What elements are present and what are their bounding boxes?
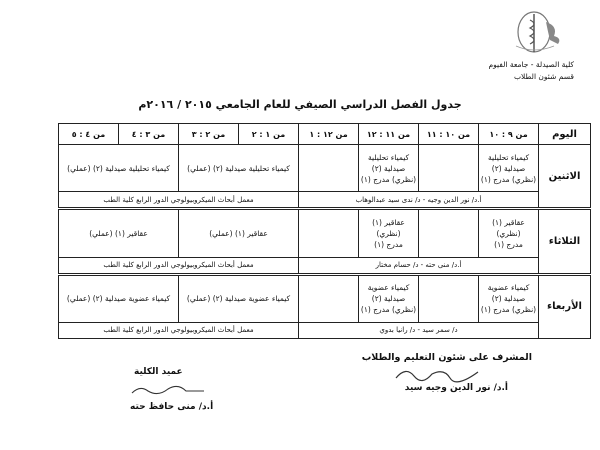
time-header: من ١ : ٢ <box>239 124 299 145</box>
lab-cell: كيمياء عضوية صيدلية (٢) (عملي) <box>179 274 299 322</box>
supervisor-name: أ.د/ نور الدين وجيه سيد <box>404 383 508 393</box>
empty-cell <box>299 274 359 322</box>
lecture-course: كيمياء تحليلية صيدلية (٢) <box>487 152 530 173</box>
department-name: قسم شئون الطلاب <box>513 72 574 81</box>
time-header: من ٢ : ٣ <box>179 124 239 145</box>
staff-cell: أ.د/ منى حته - د/ حسام مختار <box>299 257 539 274</box>
empty-cell <box>299 209 359 257</box>
lab-cell: كيمياء عضوية صيدلية (٢) (عملي) <box>59 274 179 322</box>
header-row <box>59 124 591 145</box>
lab-cell: عقاقير (١) (عملي) <box>59 209 179 257</box>
supervisor-signature <box>392 364 482 384</box>
empty-cell <box>299 145 359 192</box>
schedule-subrow-monday <box>59 192 591 209</box>
time-header: من ١٢ : ١ <box>299 124 359 145</box>
lab-cell: عقاقير (١) (عملي) <box>179 209 299 257</box>
dean-title: عميد الكلية <box>134 367 183 377</box>
lecture-cell <box>359 145 419 192</box>
faculty-logo <box>510 6 570 58</box>
dean-name: أ.د/ منى حافظ حته <box>130 402 214 412</box>
time-header: من ٤ : ٥ <box>59 124 119 145</box>
lab-room-cell: معمل أبحاث الميكروبيولوجي الدور الرابع كلية الطب <box>59 192 299 209</box>
time-header: من ٩ : ١٠ <box>479 124 539 145</box>
schedule-row-wednesday <box>59 274 591 322</box>
time-header: من ٣ : ٤ <box>119 124 179 145</box>
lecture-course: عقاقير (١) (نظري) <box>492 218 525 238</box>
schedule-row-monday <box>59 145 591 192</box>
lecture-room: مدرج (١) <box>374 240 403 249</box>
lab-cell: كيمياء تحليلية صيدلية (٢) (عملي) <box>59 145 179 192</box>
schedule-subrow-wednesday <box>59 322 591 338</box>
lecture-course: كيمياء تحليلية صيدلية (٢) <box>367 152 410 173</box>
lecture-cell <box>359 274 419 322</box>
empty-cell <box>419 145 479 192</box>
schedule-row-tuesday <box>59 209 591 257</box>
lab-room-cell: معمل أبحاث الميكروبيولوجي الدور الرابع كلية الطب <box>59 257 299 274</box>
lecture-cell <box>359 209 419 257</box>
lecture-course: عقاقير (١) (نظري) <box>372 218 405 238</box>
lecture-room: (نظري) مدرج (١) <box>480 305 537 315</box>
time-header: من ١٠ : ١١ <box>419 124 479 145</box>
day-monday: الاثنين <box>539 145 591 209</box>
day-header: اليوم <box>539 124 591 145</box>
staff-cell: أ.د/ نور الدين وجيه - د/ ندى سيد عبدالوهاب <box>299 192 539 209</box>
lecture-cell <box>479 145 539 192</box>
schedule-subrow-tuesday <box>59 257 591 274</box>
empty-cell <box>419 209 479 257</box>
lecture-cell <box>479 209 539 257</box>
lecture-room: (نظري) مدرج (١) <box>360 305 417 315</box>
schedule-title: جدول الفصل الدراسي الصيفي للعام الجامعي ٢٠١٥ / ٢٠١٦م <box>138 98 462 111</box>
schedule-table <box>58 123 591 339</box>
lecture-room: (نظري) مدرج (١) <box>480 174 537 184</box>
supervisor-title: المشرف على شئون التعليم والطلاب <box>361 352 532 363</box>
lab-room-cell: معمل أبحاث الميكروبيولوجي الدور الرابع كلية الطب <box>59 322 299 338</box>
day-wednesday: الأربعاء <box>539 274 591 338</box>
empty-cell <box>419 274 479 322</box>
lecture-room: (نظري) مدرج (١) <box>360 174 417 184</box>
lab-cell: كيمياء تحليلية صيدلية (٢) (عملي) <box>179 145 299 192</box>
lecture-course: كيمياء عضوية صيدلية (٢) <box>367 283 410 304</box>
lecture-course: كيمياء عضوية صيدلية (٢) <box>487 283 530 304</box>
day-tuesday: الثلاثاء <box>539 209 591 274</box>
dean-signature <box>128 381 208 399</box>
lecture-cell <box>479 274 539 322</box>
institution-name: كلية الصيدلة - جامعة الفيوم <box>488 60 574 69</box>
staff-cell: د/ سمر سيد - د/ رانيا بدوي <box>299 322 539 338</box>
time-header: من ١١ : ١٢ <box>359 124 419 145</box>
lecture-room: مدرج (١) <box>494 240 523 249</box>
